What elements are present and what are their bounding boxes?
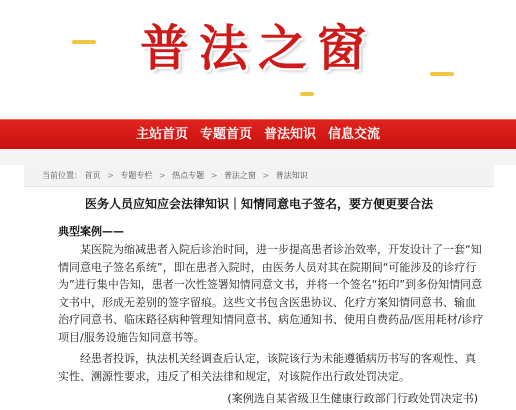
breadcrumb-separator: > <box>158 171 166 180</box>
nav-item-topic-home[interactable]: 专题首页 <box>200 127 253 142</box>
breadcrumb-item-legal-knowledge[interactable]: 普法知识 <box>275 171 308 180</box>
breadcrumb-prefix: 当前位置： <box>42 171 82 180</box>
nav-item-info-exchange[interactable]: 信息交流 <box>328 127 381 142</box>
article <box>24 187 494 410</box>
breadcrumb-separator: > <box>210 171 218 180</box>
breadcrumb-item-special-column[interactable]: 专题专栏 <box>120 171 153 180</box>
article-paragraph: 经患者投诉，执法机关经调查后认定，该院该行为未能遵循病历书写的客观性、真实性、溯源性要求，违反了相关法律和规定，对该院作出行政处罚决定。 <box>58 352 476 383</box>
breadcrumb <box>24 165 494 187</box>
breadcrumb-separator: > <box>107 171 114 180</box>
nav-item-legal-knowledge[interactable]: 普法知识 <box>264 127 317 142</box>
breadcrumb-item-hot-topics[interactable]: 热点专题 <box>172 171 205 180</box>
main-nav <box>0 119 516 149</box>
section-label: 典型案例—— <box>58 225 124 238</box>
banner <box>0 0 516 119</box>
article-paragraph: 某医院为缩减患者入院后诊治时间，进一步提高患者诊治效率，开发设计了一套“知情同意电子签名系统”，即在患者入院时，由医务人员对其在院期间“可能涉及的诊疗行为”进行集中告知，患者一次性签署知情同意文书，并将一个签名“拓印”到多份知情同意文书中，形成无差别的签字留痕。这些文书包含医患协议、化疗方案知情同意书、输血治疗同意书、临床路径病种管理知情同意书、病危通知书、使用自费药品/医用耗材/诊疗项目/服务设施告知同意书等。 <box>58 243 484 344</box>
page-background <box>0 149 516 165</box>
breadcrumb-item-legal-window[interactable]: 普法之窗 <box>223 171 256 180</box>
nav-item-home[interactable]: 主站首页 <box>136 127 189 142</box>
article-title: 医务人员应知应会法律知识｜知情同意电子签名，要方便更要合法 <box>84 197 433 211</box>
breadcrumb-item-home[interactable]: 首页 <box>84 171 101 180</box>
breadcrumb-separator: > <box>262 171 270 180</box>
sparkle-decoration <box>300 92 314 96</box>
site-title: 普法之窗 <box>139 19 376 77</box>
case-source-note: (案例选自某省级卫生健康行政部门行政处罚决定书) <box>227 392 478 405</box>
